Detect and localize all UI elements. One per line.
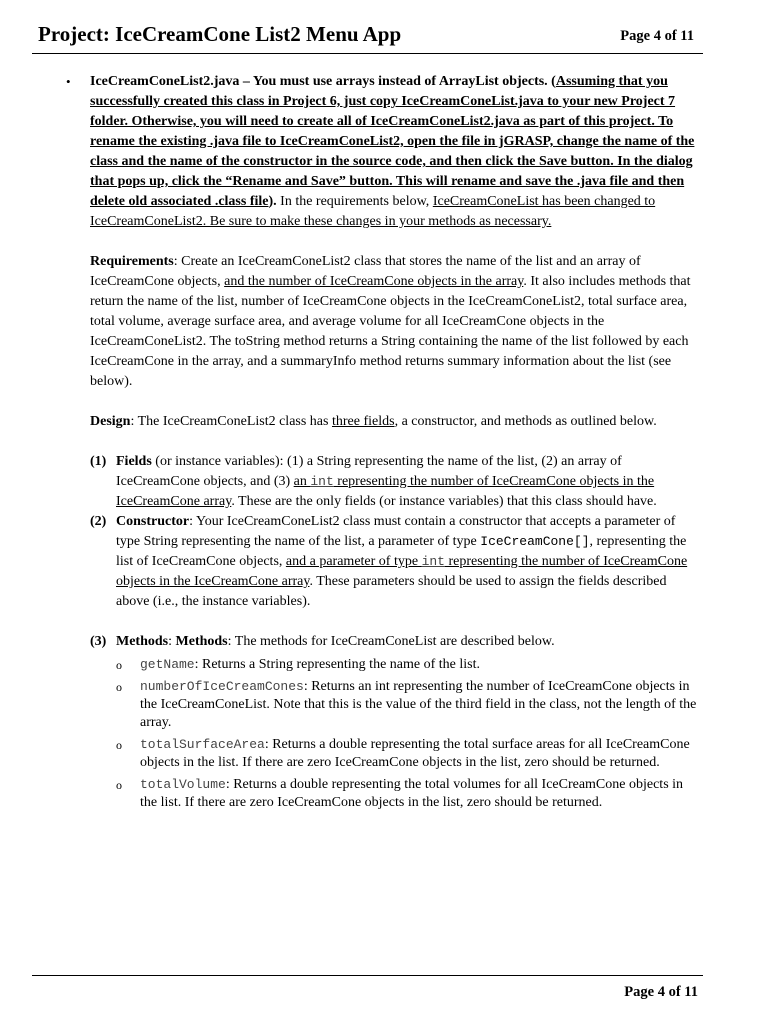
method-item-totalvolume <box>90 776 698 812</box>
method-name: totalSurfaceArea <box>140 737 265 752</box>
intro-note: IceCreamConeList has been changed to IceCreamConeList2. Be sure to make these changes in your methods as necessary. <box>90 194 656 229</box>
list-marker-icon: o <box>116 680 122 694</box>
intro-lead: IceCreamConeList2.java – You must use arrays instead of ArrayList objects. ( <box>90 74 556 89</box>
requirements-label: Requirements <box>90 254 174 269</box>
intro-close: ). <box>268 194 277 209</box>
method-desc: : Returns an int representing the number of IceCreamCone objects in the IceCreamConeList. Note that this is the value of the third field in the class, not the length of the array. <box>140 679 697 730</box>
method-desc: : Returns a double representing the total volumes for all IceCreamCone objects in the list. If there are zero IceCreamCone objects in the list, zero should be returned. <box>140 777 684 810</box>
intro-plain: In the requirements below, <box>276 194 433 209</box>
design-label: Design <box>90 414 131 429</box>
method-desc: : Returns a double representing the total surface areas for all IceCreamCone objects in the list. If there are zero IceCreamCone objects in the list, zero should be returned. <box>140 737 690 770</box>
method-name: numberOfIceCreamCones <box>140 679 304 694</box>
methods-item: (3) Methods: Methods: The methods for IceCreamConeList are described below. <box>90 632 698 652</box>
methods-number: (3) <box>90 634 107 649</box>
list-marker-icon: o <box>116 658 122 672</box>
fields-label: Fields <box>116 454 152 469</box>
page-title: Project: IceCreamCone List2 Menu App <box>38 22 402 46</box>
footer-divider <box>32 975 703 976</box>
method-name: totalVolume <box>140 777 226 792</box>
intro-instructions: Assuming that you successfully created this class in Project 6, just copy IceCreamConeList.java to your new Project 7 folder. Otherwise, you will need to create all of IceCreamConeList2.java as part of this project. To rename the existing .java file to IceCreamConeList2, open the file in jGRASP, change the name of the class and the name of the constructor in the source code, and then click the Save button. In the dialog that pops up, click the “Rename and Save” button. This will rename and save the .java file and then delete old associated .class file <box>90 74 695 209</box>
header-divider <box>32 53 703 54</box>
method-item-getname <box>90 656 698 674</box>
page-header <box>38 22 698 52</box>
method-item-numberoficecreamcones <box>90 678 698 732</box>
constructor-number: (2) <box>90 514 107 529</box>
document-body <box>66 72 698 812</box>
list-marker-icon: o <box>116 778 122 792</box>
method-item-totalsurfacearea <box>90 736 698 772</box>
method-name: getName <box>140 657 195 672</box>
method-desc: : Returns a String representing the name of the list. <box>194 657 480 672</box>
requirements-paragraph: Requirements: Create an IceCreamConeList2 class that stores the name of the list and an array of IceCreamCone objects, and the number of IceCreamCone objects in the array. It also includes methods that return the name of the list, number of IceCreamCone objects in the IceCreamConeList2, total surface area, total volume, average surface area, and average volume for all IceCreamCone objects in the IceCreamConeList2. The toString method returns a String containing the name of the list followed by each IceCreamCone in the array, and a summaryInfo method returns summary information about the list (see below). <box>90 254 691 389</box>
intro-paragraph <box>90 72 698 232</box>
intro-bullet-item <box>66 72 698 232</box>
list-marker-icon: o <box>116 738 122 752</box>
bullet-icon: • <box>66 74 71 89</box>
constructor-item: (2) Constructor: Your IceCreamConeList2 class must contain a constructor that accepts a parameter of type String representing the name of the list, a parameter of type IceCreamCone[], representing the list of IceCreamCone objects, and a parameter of type int representing the number of IceCreamCone objects in the IceCreamCone array. These parameters should be used to assign the fields described above (i.e., the instance variables). <box>90 514 688 609</box>
constructor-code: IceCreamCone[] <box>480 534 590 549</box>
methods-label: Methods <box>116 634 169 649</box>
constructor-label: Constructor <box>116 514 190 529</box>
fields-item: (1) Fields (or instance variables): (1) a String representing the name of the list, (2) an array of IceCreamCone objects, and (3) an int representing the number of IceCreamCone objects in the IceCreamCone array. These are the only fields (or instance variables) that this class should have. <box>90 454 657 509</box>
header-page-number: Page 4 of 11 <box>620 28 694 44</box>
design-paragraph: Design: The IceCreamConeList2 class has three fields, a constructor, and methods as outlined below. <box>90 414 657 429</box>
footer-page-number: Page 4 of 11 <box>624 984 698 1000</box>
fields-number: (1) <box>90 454 107 469</box>
